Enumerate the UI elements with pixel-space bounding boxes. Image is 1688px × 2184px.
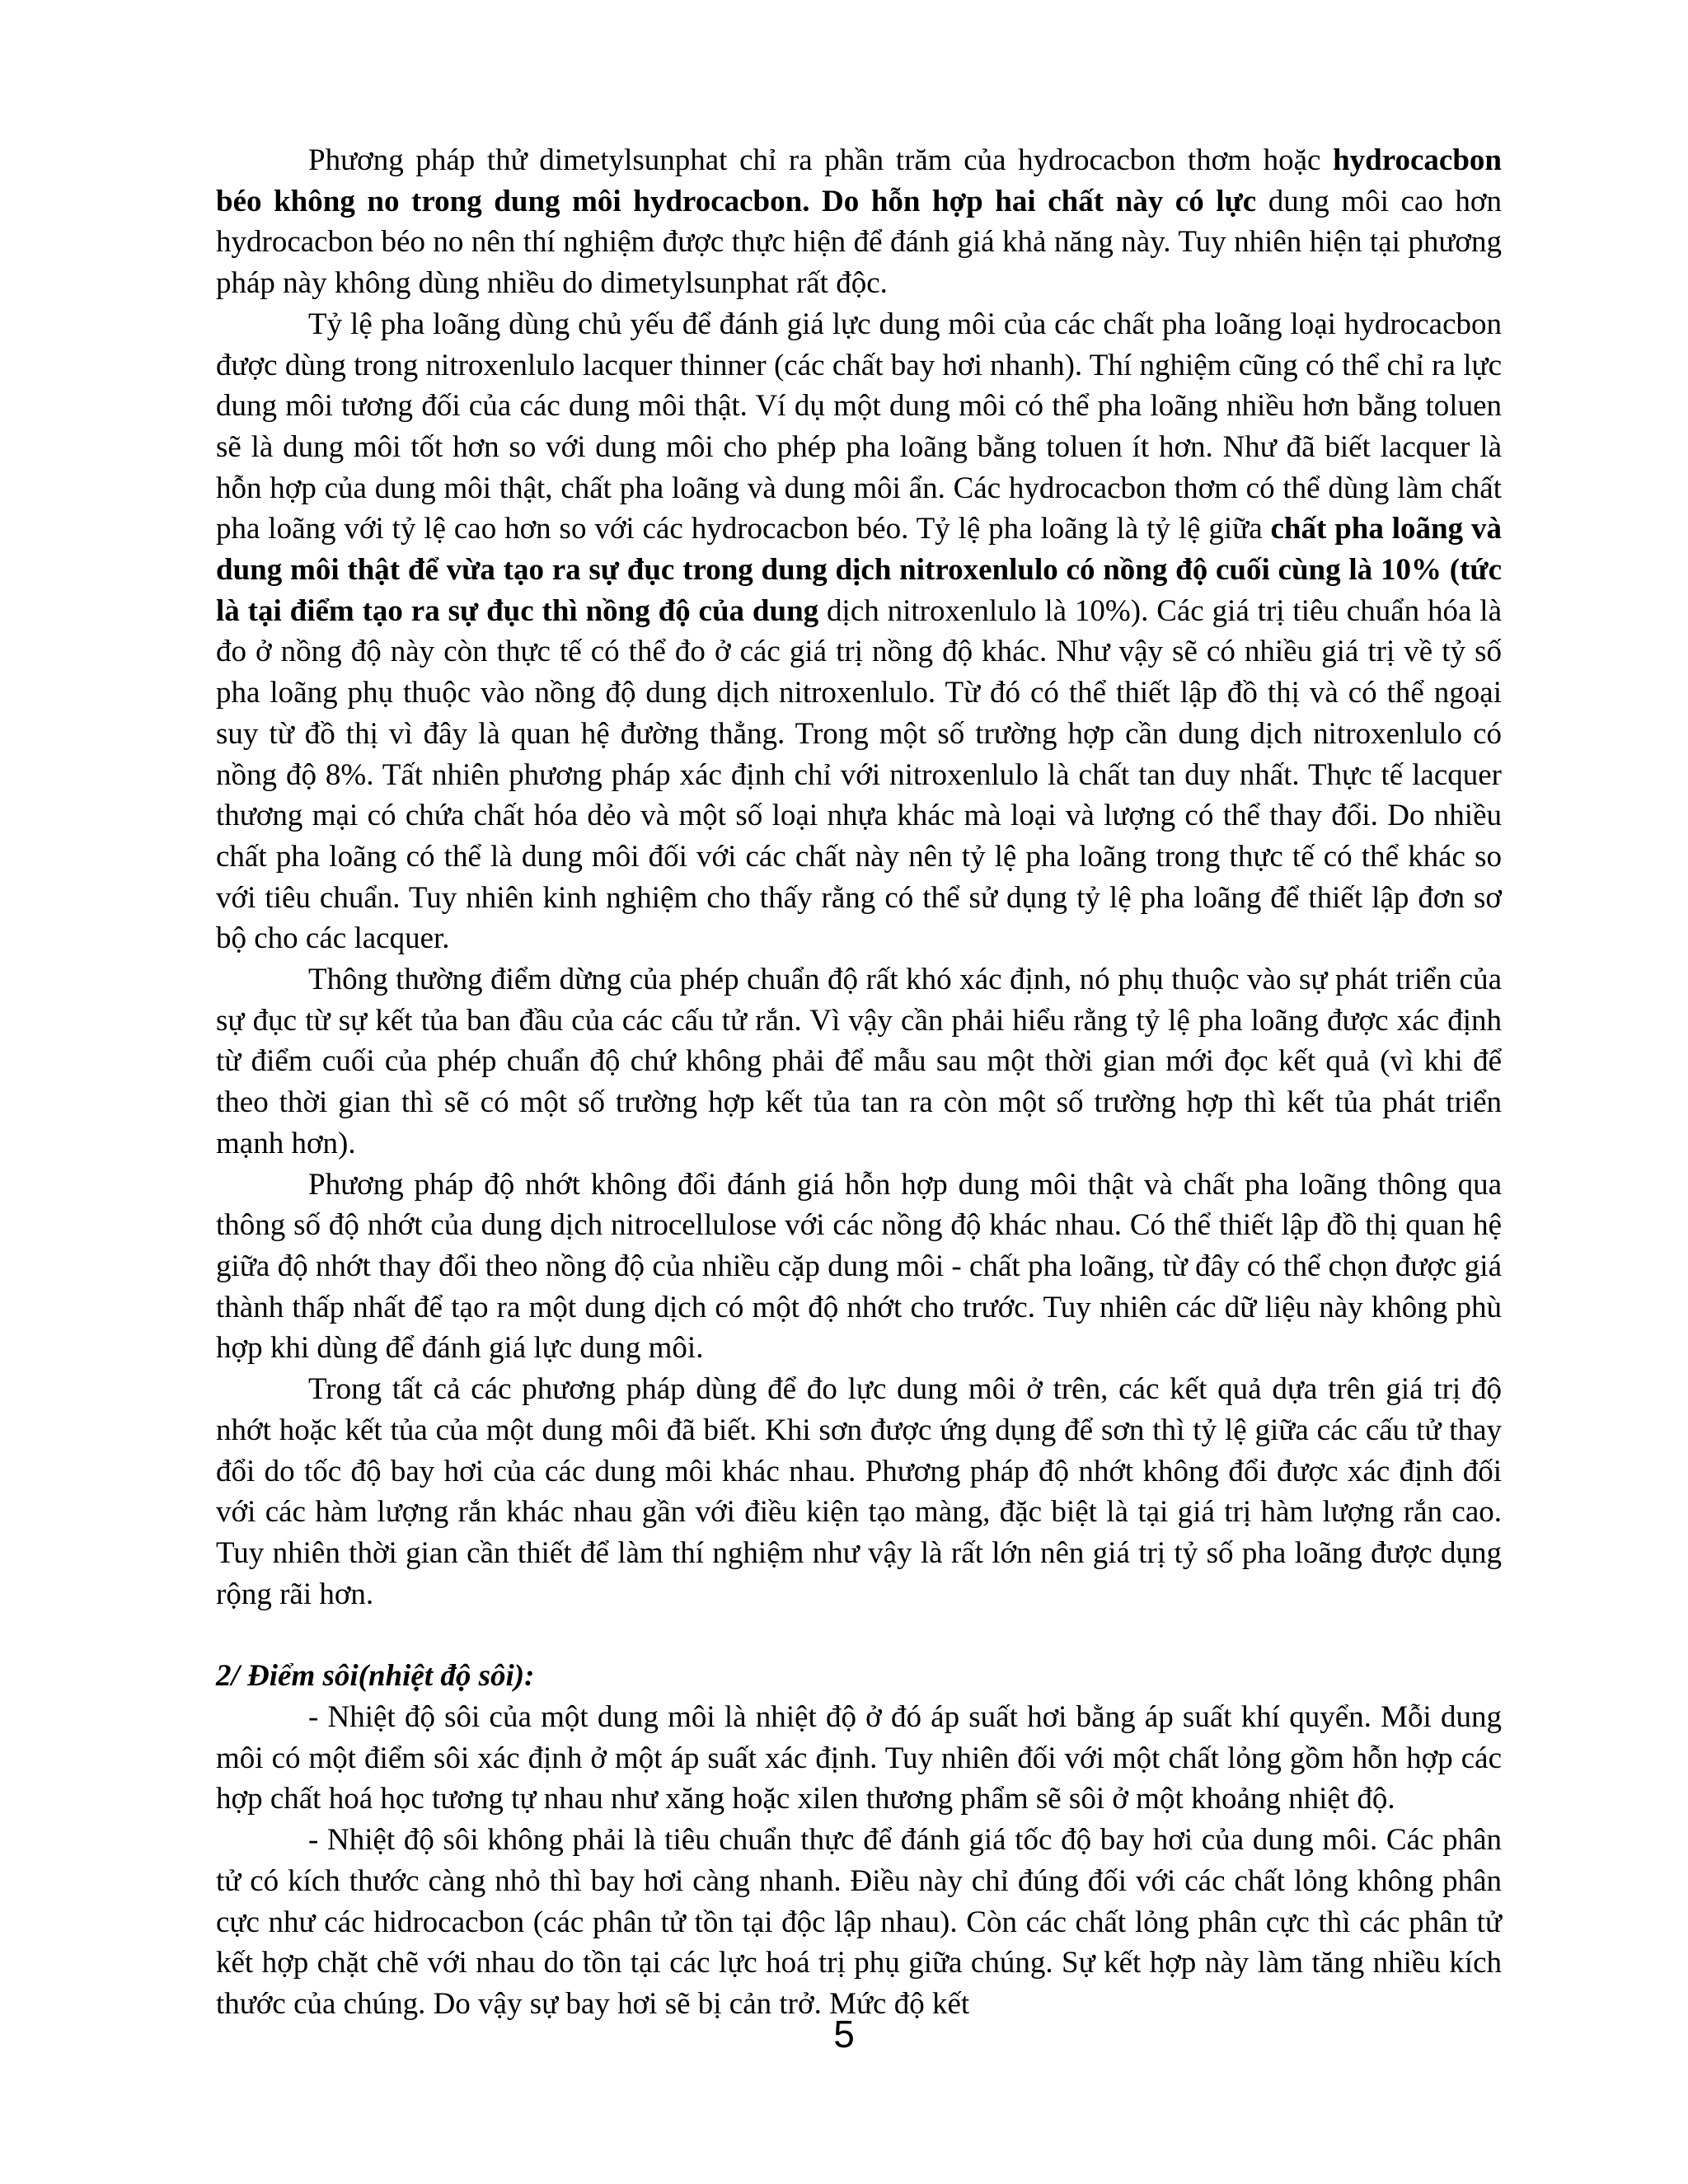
paragraph-text: Phương pháp độ nhớt không đổi đánh giá hỗn hợp dung môi thật và chất pha loãng thông qua thông số độ nhớt của dung dịch nitrocellulose với các nồng độ khác nhau. Có thể thiết lập đồ thị quan hệ giữa độ nhớt thay đổi theo nồng độ của nhiều cặp dung môi - chất pha loãng, từ đây có thể chọn được giá thành thấp nhất để tạo ra một dung dịch có một độ nhớt cho trước. Tuy nhiên các dữ liệu này không phù hợp khi dùng để đánh giá lực dung môi. [216, 1167, 1502, 1366]
paragraph-titration-endpoint [216, 959, 1502, 1165]
paragraph-text: Trong tất cả các phương pháp dùng để đo lực dung môi ở trên, các kết quả dựa trên giá trị độ nhớt hoặc kết tủa của một dung môi đã biết. Khi sơn được ứng dụng để sơn thì tỷ lệ giữa các cấu tử thay đổi do tốc độ bay hơi của các dung môi khác nhau. Phương pháp độ nhớt không đổi được xác định đối với các hàm lượng rắn khác nhau gần với điều kiện tạo màng, đặc biệt là tại giá trị hàm lượng rắn cao. Tuy nhiên thời gian cần thiết để làm thí nghiệm như vậy là rất lớn nên giá trị tỷ số pha loãng được dụng rộng rãi hơn. [216, 1372, 1502, 1611]
paragraph-text: dung môi cao hơn hydrocacbon béo no nên thí nghiệm được thực hiện để đánh giá khả năng này. Tuy nhiên hiện tại phương pháp này không dùng nhiều do dimetylsunphat rất độc. [216, 184, 1502, 301]
paragraph-text: Thông thường điểm dừng của phép chuẩn độ rất khó xác định, nó phụ thuộc vào sự phát triển của sự đục từ sự kết tủa ban đầu của các cấu tử rắn. Vì vậy cần phải hiểu rằng tỷ lệ pha loãng được xác định từ điểm cuối của phép chuẩn độ chứ không phải để mẫu sau một thời gian mới đọc kết quả (vì khi để theo thời gian thì sẽ có một số trường hợp kết tủa tan ra còn một số trường hợp thì kết tủa phát triển mạnh hơn). [216, 963, 1502, 1160]
paragraph-text: Phương pháp thử dimetylsunphat chỉ ra phần trăm của hydrocacbon thơm hoặc [308, 143, 1334, 177]
paragraph-boiling-point-evaporation: - Nhiệt độ sôi không phải là tiêu chuẩn thực để đánh giá tốc độ bay hơi của dung môi. Các phân tử có kích thước càng nhỏ thì bay hơi càng nhanh. Điều này chỉ đúng đối với các chất lỏng không phân cực như các hidrocacbon (các phân tử tồn tại độc lập nhau). Còn các chất lỏng phân cực thì các phân tử kết hợp chặt chẽ với nhau do tồn tại các lực hoá trị phụ giữa chúng. Sự kết hợp này làm tăng nhiều kích thước của chúng. Do vậy sự bay hơi sẽ bị cản trở. Mức độ kết [216, 1823, 1502, 2021]
bold-text: chất pha loãng và dung môi thật để vừa tạo ra sự đục trong dung dịch nitroxenlulo có nồng độ cuối cùng là 10% (tức là tại điểm tạo ra sự đục thì nồng độ của dung [216, 512, 1502, 628]
section-heading: 2/ Điểm sôi(nhiệt độ sôi): [216, 1659, 535, 1694]
paragraph-text: dịch nitroxenlulo là 10%). Các giá trị tiêu chuẩn hóa là đo ở nồng độ này còn thực tế có thể đo ở các giá trị nồng độ khác. Như vậy sẽ có nhiều giá trị về tỷ số pha loãng phụ thuộc vào nồng độ dung dịch nitroxenlulo. Từ đó có thể thiết lập đồ thị và có thể ngoại suy từ đồ thị vì đây là quan hệ đường thẳng. Trong một số trường hợp cần dung dịch nitroxenlulo có nồng độ 8%. Tất nhiên phương pháp xác định chỉ với nitroxenlulo là chất tan duy nhất. Thực tế lacquer thương mại có chứa chất hóa dẻo và một số loại nhựa khác mà loại và lượng có thể thay đổi. Do nhiều chất pha loãng có thể là dung môi đối với các chất này nên tỷ lệ pha loãng trong thực tế có thể khác so với tiêu chuẩn. Tuy nhiên kinh nghiệm cho thấy rằng có thể sử dụng tỷ lệ pha loãng để thiết lập đơn sơ bộ cho các lacquer. [216, 593, 1502, 956]
paragraph-constant-viscosity [216, 1165, 1502, 1370]
paragraph-boiling-point-definition: - Nhiệt độ sôi của một dung môi là nhiệt độ ở đó áp suất hơi bằng áp suất khí quyển. Mỗi dung môi có một điểm sôi xác định ở một áp suất xác định. Tuy nhiên đối với một chất lỏng gồm hỗn hợp các hợp chất hoá học tương tự nhau như xăng hoặc xilen thương phẩm sẽ sôi ở một khoảng nhiệt độ. [216, 1700, 1502, 1816]
paragraph-dimetylsunphat [216, 140, 1502, 304]
paragraph-methods-summary [216, 1369, 1502, 1615]
page-body [216, 140, 1502, 2025]
bold-text: hydrocacbon béo không no trong dung môi hydrocacbon. Do hỗn hợp hai chất này có lực [216, 143, 1502, 218]
paragraph-dilution-ratio [216, 304, 1502, 959]
page-number: 5 [833, 2013, 855, 2055]
paragraph-text: Tỷ lệ pha loãng dùng chủ yếu để đánh giá lực dung môi của các chất pha loãng loại hydrocacbon được dùng trong nitroxenlulo lacquer thinner (các chất bay hơi nhanh). Thí nghiệm cũng có thể chỉ ra lực dung môi tương đối của các dung môi thật. Ví dụ một dung môi có thể pha loãng nhiều hơn bằng toluen sẽ là dung môi tốt hơn so với dung môi cho phép pha loãng bằng toluen ít hơn. Như đã biết lacquer là hỗn hợp của dung môi thật, chất pha loãng và dung môi ẩn. Các hydrocacbon thơm có thể dùng làm chất pha loãng với tỷ lệ cao hơn so với các hydrocacbon béo. Tỷ lệ pha loãng là tỷ lệ giữa [216, 307, 1502, 546]
